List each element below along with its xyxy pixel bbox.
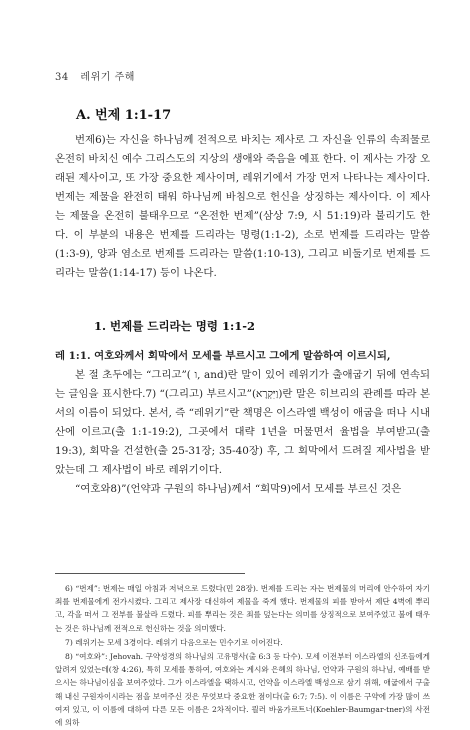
section-1-body [55,347,430,499]
footnotes [55,582,430,730]
running-title: 레위기 주해 [80,72,135,83]
section-a-paragraph: 번제6)는 자신을 하나님께 전적으로 바치는 제사로 그 자신을 인류의 속죄물로 온전히 바치신 예수 그리스도의 지상의 생애와 죽음을 예표 한다. 이 제사는 가장 오래된 제사이고, 또 가장 중요한 제사이며, 레위기에서 가장 먼저 나타나는 제사이다. 번제는 제물을 완전히 태워 하나님께 바침으로 헌신을 상징하는 제사이다. 이 제사는 제물을 온전히 불태우므로 “온전한 번제”(삼상 7:9, 시 51:19)라 불리기도 한다. 이 부분의 내용은 번제를 드리라는 명령(1:1-2), 소로 번제를 드리라는 말씀(1:3-9), 양과 염소로 번제를 드리라는 말씀(1:10-13), 그리고 비둘기로 번제를 드리라는 말씀(1:14-17) 등이 나온다. [55,134,430,279]
verse-lead: 레 1:1. 여호와께서 회막에서 모세를 부르시고 그에게 말씀하여 이르시되, [55,350,391,362]
section-a-body [55,131,430,283]
section-1-heading: 1. 번제를 드리라는 명령 1:1-2 [94,319,256,333]
footnote-7: 7) 레위기는 모세 3경이다. 레위기 다음으로는 민수기로 이어진다. [65,637,283,647]
footnote-divider [55,573,245,574]
section-a-heading: A. 번제 1:1-17 [76,108,172,123]
footnote-6: 6) “번제”: 번제는 매일 아침과 저녁으로 드렸다(민 28장). 번제를 드리는 자는 번제물의 머리에 안수하여 자기 죄를 번제물에게 전가시켰다. 그리고 제사장 대신하여 제물을 죽게 했다. 번제물의 피를 받아서 제단 4벽에 뿌리고, 각을 떠서 그 전부를 불살라 드렸다. 피를 뿌리는 것은 죄를 덮는다는 의미를 상징적으로 보여주었고 불에 태우는 것은 하나님께 전적으로 헌신하는 것을 의미했다. [55,584,430,633]
page-number: 34 [55,72,69,83]
running-header [55,68,135,83]
section-1-paragraph-1: 본 절 초두에는 “그리고”( ו, and)란 말이 있어 레위기가 출애굽기 뒤에 연속되는 글임을 표시한다.7) “(그리고) 부르시고”(וַיִּקְרָא)란 말은 히브리의 관례를 따라 본서의 이름이 되었다. 본서, 즉 “레위기”란 책명은 이스라엘 백성이 애굽을 떠나 시내 산에 이르고(출 1:1-19:2), 그곳에서 대략 1년을 머물면서 율법을 부여받고(출 19:3), 회막을 건설한(출 25-31장; 35-40장) 후, 그 회막에서 드려질 제사법을 받았는데 그 제사법이 바로 레위기이다. [55,369,430,476]
section-1-paragraph-2: “여호와8)”(언약과 구원의 하나님)께서 “회막9)에서 모세를 부르신 것은 [75,483,402,495]
footnote-8: 8) “여호와”: Jehovah. 구약성경의 하나님의 고유명사(출 6:3 등 다수). 모세 이전부터 이스라엘의 신조들에게 알려져 있었는데(창 4:26), 특히 모세를 통하여, 여호와는 계시와 은혜의 하나님, 언약과 구원의 하나님, 예배를 받으시는 하나님이심을 보여주었다. 그가 이스라엘을 택하시고, 언약을 이스라엘 백성으로 삼기 위해, 애굽에서 구출해 내신 구원자이시라는 점을 보여주신 것은 무엇보다 중요한 점이다(출 6:7; 7:5). 이 이름은 구약에 가장 많이 쓰여져 있고, 이 이름에 대하여 다른 모든 이름은 2차적이다. 쾰러 바움가르트너(Koehler-Baumgar-tner)의 사전에 의하 [55,652,430,728]
